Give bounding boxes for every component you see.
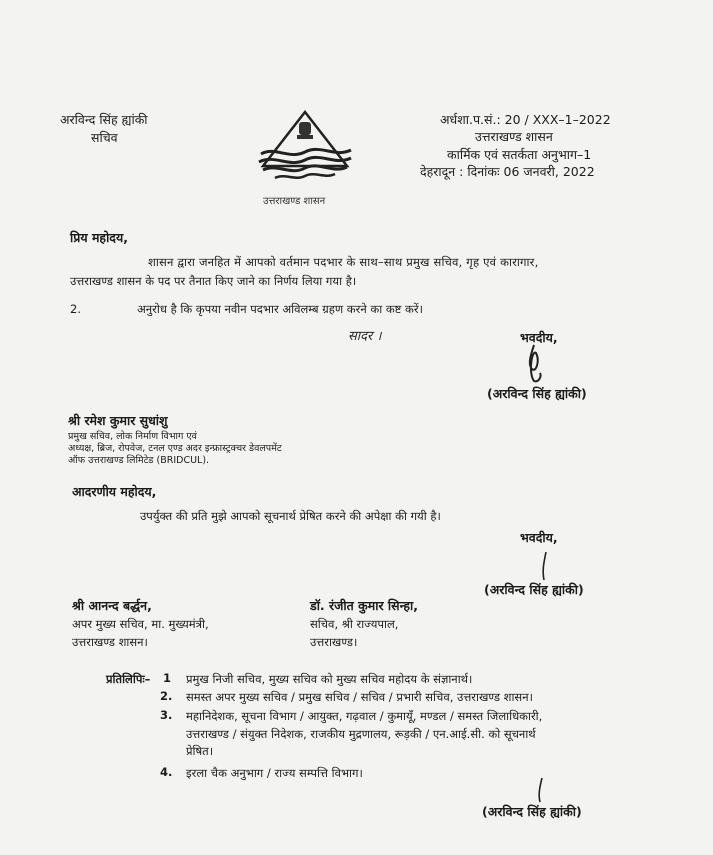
copy-to-2-line-2: उत्तराखण्ड।: [310, 635, 358, 649]
cc-item-3-line-1: महानिदेशक, सूचना विभाग / आयुक्त, गढ़वाल / कुमायूँ, मण्डल / समस्त जिलाधिकारी,: [186, 709, 543, 723]
para-1-line-2: उत्तराखण्ड शासन के पद पर तैनात किए जाने का निर्णय लिया गया है।: [70, 274, 357, 288]
reference-department: कार्मिक एवं सतर्कता अनुभाग–1: [447, 147, 592, 162]
closing-1: भवदीय,: [520, 330, 558, 345]
para-3: उपर्युक्त की प्रति मुझे आपको सूचनार्थ प्रेषित करने की अपेक्षा की गयी है।: [140, 509, 441, 523]
sender-designation: सचिव: [91, 130, 118, 145]
para-2-text: अनुरोध है कि कृपया नवीन पदभार अविलम्ब ग्रहण करने का कष्ट करें।: [137, 302, 423, 316]
cc-item-3-line-2: उत्तराखण्ड / संयुक्त निदेशक, राजकीय मुद्रणालय, रूड़की / एन.आई.सी. को सूचनार्थ: [186, 727, 536, 741]
cc-item-3-line-3: प्रेषित।: [186, 744, 214, 758]
emblem-caption: उत्तराखण्ड शासन: [263, 196, 326, 207]
copy-to-2-line-1: सचिव, श्री राज्यपाल,: [310, 617, 399, 631]
sender-name: अरविन्द सिंह ह्यांकी: [60, 112, 148, 127]
ashoka-lion-icon: [297, 122, 313, 139]
copy-to-1-line-2: उत्तराखण्ड शासन।: [72, 635, 148, 649]
signature-2-name: (अरविन्द सिंह ह्यांकी): [484, 582, 584, 597]
cc-item-1-number: 1: [163, 671, 172, 685]
cc-item-4-number: 4.: [160, 765, 173, 779]
cc-item-2-number: 2.: [160, 689, 173, 703]
cc-label: प्रतिलिपिः–: [106, 672, 151, 686]
cc-item-3-number: 3.: [160, 708, 173, 722]
reference-number: अर्धशा.प.सं.: 20 / XXX–1–2022: [440, 112, 611, 127]
uttarakhand-emblem-icon: [255, 108, 355, 188]
copy-to-1-name: श्री आनन्द बर्द्धन,: [72, 598, 152, 613]
recipient-line-3: ऑफ उत्तराखण्ड लिमिटेड (BRIDCUL).: [68, 455, 210, 466]
closing-2: भवदीय,: [520, 530, 558, 545]
cc-item-1-line-1: प्रमुख निजी सचिव, मुख्य सचिव को मुख्य सचिव महोदय के संज्ञानार्थ।: [186, 672, 473, 686]
salutation-2: आदरणीय महोदय,: [72, 484, 157, 499]
handwritten-note: सादर ।: [348, 329, 382, 344]
cc-item-4-line-1: इरला चैक अनुभाग / राज्य सम्पत्ति विभाग।: [186, 766, 363, 780]
signature-1-scribble-icon: [520, 343, 550, 385]
copy-to-2-name: डॉ. रंजीत कुमार सिन्हा,: [310, 598, 418, 613]
recipient-line-2: अध्यक्ष, ब्रिज, रोपवेज, टनल एण्ड अदर इन्फ्रास्ट्रक्चर डेवलपमेंट: [68, 443, 282, 454]
cc-item-2-line-1: समस्त अपर मुख्य सचिव / प्रमुख सचिव / सचिव / प्रभारी सचिव, उत्तराखण्ड शासन।: [186, 690, 533, 704]
recipient-name: श्री रमेश कुमार सुधांशु: [68, 413, 168, 428]
para-1-line-1: शासन द्वारा जनहित में आपको वर्तमान पदभार के साथ–साथ प्रमुख सचिव, गृह एवं कारागार,: [148, 255, 539, 269]
signature-3-name: (अरविन्द सिंह ह्यांकी): [482, 804, 582, 819]
signature-2-scribble-icon: [534, 550, 554, 582]
reference-place-date: देहरादून : दिनांकः 06 जनवरी, 2022: [420, 164, 595, 179]
recipient-line-1: प्रमुख सचिव, लोक निर्माण विभाग एवं: [68, 431, 197, 442]
copy-to-1-line-1: अपर मुख्य सचिव, मा. मुख्यमंत्री,: [72, 617, 209, 631]
para-2-number: 2.: [70, 302, 81, 316]
reference-government: उत्तराखण्ड शासन: [475, 129, 553, 144]
signature-1-name: (अरविन्द सिंह ह्यांकी): [487, 386, 587, 401]
signature-3-scribble-icon: [530, 776, 550, 804]
salutation-1: प्रिय महोदय,: [70, 230, 128, 245]
